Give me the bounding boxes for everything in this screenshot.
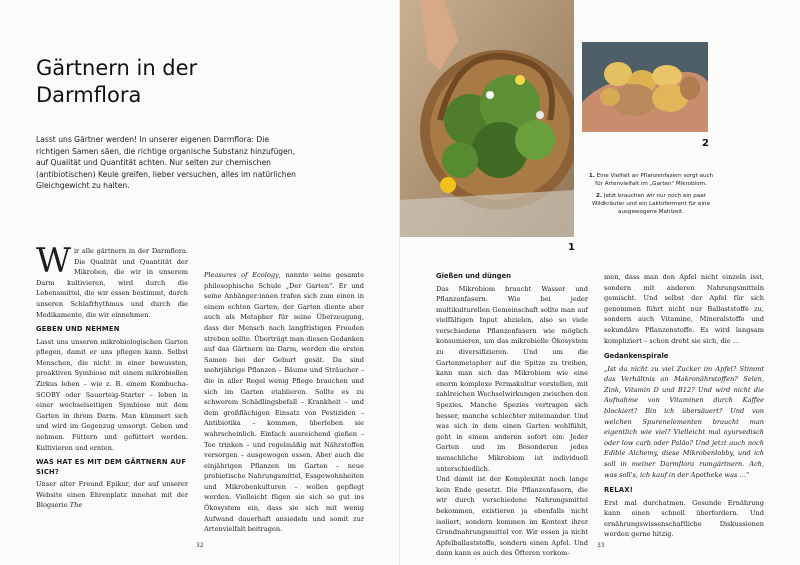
page-number-left: 32: [196, 542, 204, 549]
caption-2-number: 2.: [596, 193, 603, 199]
basket-illustration: [400, 0, 574, 237]
epikur-italic: The: [69, 501, 83, 510]
potato-photo: [582, 42, 708, 132]
opening-text: ir alle gärtnern in der Darmflora. Die Qualität und Quantität der Mikroben, die wir in unserem Darm kultivieren, wird durch die Lebensmittel, die wir essen bestimmt, durch unseren Schlafrhythmus und durch die Medikamente, die wir einnehmen.: [36, 247, 188, 319]
heading-relax: RELAX!: [604, 486, 634, 495]
garten-text: , nannte seine gesamte philosophische Schule „Der Garten". Er und seine Anhänger:innen trafen sich zum einen in einem echten Garten, der Garten diente aber auch als Metapher für seine Überzeugung, dass der Mensch nach langfristigen Freuden streben sollte. Überträgt man diesen Gedanken auf das Gärtnern im Darm, werden die ersten Samen bei der Geburt gesät. Da sind mehrjährige Pflanzen – Bäume und Sträucher – die in aller Regel wenig Pflege brauchen und sich im Garten etablieren. Sollte es zu schwerem Schädlingsbefall – Krankheit – und dem großflächigen Einsatz von Pestiziden – Antibiotika – kommen, überleben sie wahrscheinlich. Einfach ausreichend gießen – Tee trinken – und regelmäßig mit Nährstoffen versorgen – ausgewogen essen. Aber auch die einjährigen Pflanzen im Garten – neue probiotische Nahrungsmittel, Essgewohnheiten und Mikrobenkulturen – wollen gepflegt werden. Vielleicht fügen sie sich so gut ins Ökosystem ein, dass sie sich mit wenig Aufwand dauerhaft ansiedeln und somit zur Artenvielfalt beitragen.: [204, 271, 364, 534]
opening-paragraph: [36, 241, 188, 320]
left-column-2: [204, 270, 364, 535]
potato-illustration: [582, 42, 708, 132]
paragraph-epikur: [36, 479, 188, 511]
paragraph-giessen: Das Mikrobiom braucht Wasser und Pflanzenfasern. Wie bei jeder multikulturellen Gemeinschaft sollte man auf vielfältigen Input abzielen, also so viele verschiedene Pflanzenfasern wie möglich konsumieren, um das mikrobielle Ökosystem zu diversifizieren. Und um die Gartenmetapher auf die Spitze zu treiben, kann man sich das Mikrobiom wie eine enorm komplexe Permakultur vorstellen, mit zahlreichen Wechselwirkungen zwischen den Spezies. Manche Spezies vertragen sich besser, manche schlechter miteinander. Und was sich in dem einen Garten wohlfühlt, geht in einem anderen sofort ein: Jeder Garten und im Besonderen jedes menschliche Mikrobiom ist individuell unterschiedlich.: [436, 284, 588, 473]
epikur-text: Unser alter Freund Epikur, der auf unserer Website einen Ehrenplatz innehat mit der Blogserie: [36, 480, 188, 510]
paragraph-relax: Erst mal durchatmen. Gesunde Ernährung kann einen schnell überfordern. Und ernährungswissenschaftliche Diskussionen werden gerne hitzig.: [604, 498, 764, 539]
paragraph-komplexitaet: Und damit ist der Komplexität noch lange kein Ende gesetzt. Die Pflanzenfasern, die wir durch verschiedene Nahrungsmittel bekommen, existieren ja ebenfalls nicht isoliert, sondern kommen im Kontext ihrer Grundnahrungsmittel vor. Wir essen ja nicht Apfelballaststoffe, sondern einen Apfel. Und dann kann es auch des Öfteren vorkom-: [436, 475, 588, 558]
title-line-2: Darmflora: [36, 83, 142, 107]
basket-photo: [400, 0, 574, 237]
caption-2-text: Jetzt brauchen wir nur noch ein paar Wildkräuter und ein Laktoferment für eine ausgewogene Mahlzeit.: [591, 193, 711, 215]
heading-gaertnern: WAS HAT ES MIT DEM GÄRTNERN AUF SICH?: [36, 458, 187, 476]
paragraph-apfel: men, dass man den Apfel nicht einzeln isst, sondern mit anderen Nahrungsmitteln gemischt. Und selbst der Apfel für sich genommen führt nicht nur Ballaststoffe zu, sondern auch Vitamine, Mineralstoffe und sekundäre Pflanzenstoffe. Es wird langsam kompliziert – schon dreht sie sich, die …: [604, 273, 764, 345]
left-column-1: [36, 241, 188, 511]
right-column-2: [604, 272, 764, 540]
caption-1-text: Eine Vielfalt an Pflanzenfasern sorgt auch für Artenvielfalt im „Garten" Mikrobiom.: [595, 173, 714, 187]
drop-cap: W: [36, 241, 71, 281]
heading-gedankenspirale: Gedankenspirale: [604, 352, 669, 361]
caption-2: [586, 192, 716, 216]
caption-1: [586, 172, 716, 188]
intro-paragraph: Lasst uns Gärtner werden! In unserer eigenen Darmflora: Die richtigen Samen säen, die richtige organische Substanz hinzufügen, auf Qualität und Quantität achten. Nur selten zur chemischen (antibiotischen) Keule greifen, lieber versuchen, alles im natürlichen Gleichgewicht zu halten.: [36, 135, 296, 191]
image-1-label: 1: [568, 242, 575, 253]
paragraph-garten: [204, 270, 364, 535]
right-page: [400, 0, 800, 565]
heading-geben-und-nehmen: GEBEN UND NEHMEN: [36, 325, 120, 334]
paragraph-gedankenspirale: „Ist da nicht zu viel Zucker im Apfel? Stimmt das Verhältnis an Makronährstoffen? Selen, Zink, Vitamin D und B12? Und wird nicht die Aufnahme von Vitaminen durch Kaffee blockiert? Bin ich übersäuert? Und von welchen Spurenelementen braucht man eigentlich wie viel? Vielleicht mal ayurvedisch oder low carb oder Paläo? Und jetzt auch noch Edible Alchemy, diese Mikrobenlobby, und ich soll in meiner Darmflora rumgärtnern. Ach, was soll's, ich kauf in der Apotheke was …": [604, 364, 764, 479]
title-line-1: Gärtnern in der: [36, 56, 198, 80]
page-number-right: 33: [597, 542, 605, 549]
right-column-1: [436, 272, 588, 559]
chapter-title: [36, 55, 296, 109]
image-captions: [586, 172, 716, 220]
heading-giessen: Gießen und düngen: [436, 272, 511, 280]
paragraph-geben: Lasst uns unseren mikrobiologischen Garten pflegen, damit er uns pflegen kann. Selbst Menschen, die nicht in einer bewussten, proaktiven Symbiose mit einem mikrobiellen Zirkus leben – wie z. B. einem Kombucha-SCOBY oder Sauerteig-Starter – leben in einer wechselseitigen Symbiose mit dem Garten in ihrem Darm. Man kümmert sich und wird im Gegenzug umsorgt. Geben und nehmen. Füttern und gefüttert werden. Kultivieren und ernten.: [36, 337, 188, 452]
pleasures-italic: Pleasures of Ecology: [204, 271, 279, 279]
image-2-label: 2: [702, 138, 709, 149]
caption-1-number: 1.: [588, 173, 595, 179]
